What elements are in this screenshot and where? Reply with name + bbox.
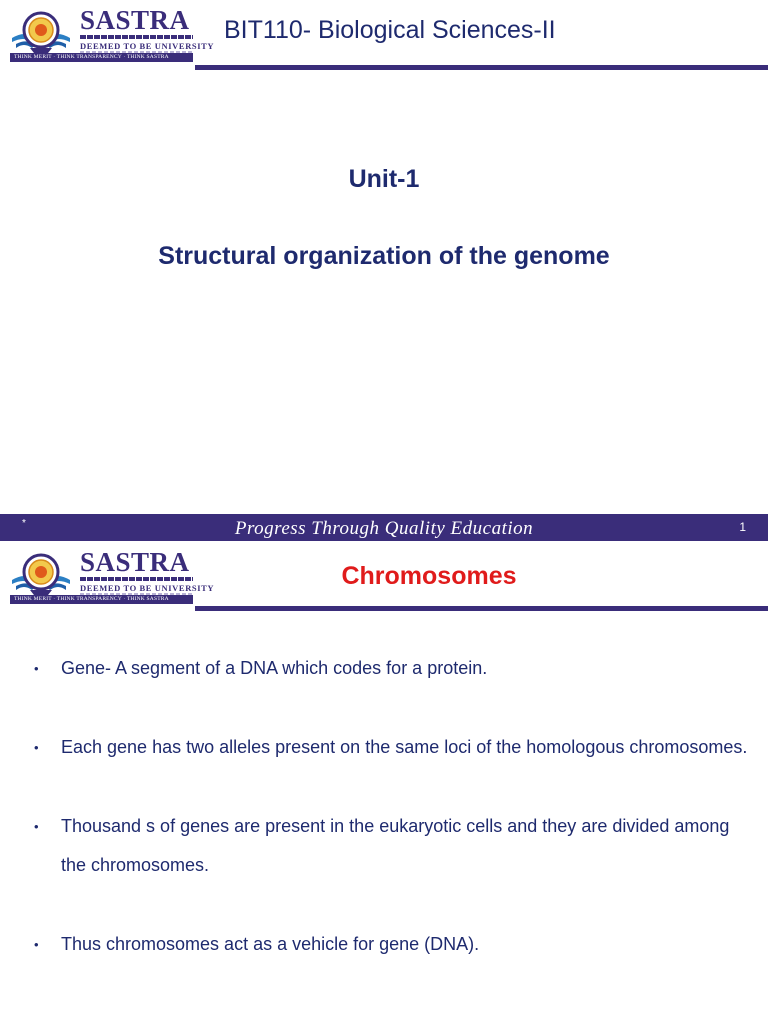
header-rule bbox=[195, 65, 768, 70]
course-title: BIT110- Biological Sciences-II bbox=[224, 16, 556, 44]
slide-2 bbox=[0, 542, 768, 1024]
logo-deemed-text: DEEMED TO BE UNIVERSITY bbox=[80, 41, 215, 51]
bullet-icon: • bbox=[34, 740, 39, 755]
logo-deemed-text: DEEMED TO BE UNIVERSITY bbox=[80, 583, 215, 593]
footer-star: * bbox=[22, 518, 26, 529]
bullet-text: Thousand s of genes are present in the eukaryotic cells and they are divided among the chromosomes. bbox=[61, 816, 730, 875]
logo-tagline: THINK MERIT · THINK TRANSPARENCY · THINK SASTRA bbox=[10, 53, 193, 62]
logo-divider bbox=[80, 35, 193, 39]
bullet-icon: • bbox=[34, 661, 39, 676]
slide-title: Chromosomes bbox=[341, 562, 517, 590]
bullet-text: Thus chromosomes act as a vehicle for gene (DNA). bbox=[61, 934, 480, 954]
sastra-emblem-icon bbox=[10, 8, 72, 54]
list-item bbox=[34, 925, 754, 964]
footer-motto: Progress Through Quality Education bbox=[234, 518, 534, 539]
header-rule bbox=[195, 606, 768, 611]
bullet-icon: • bbox=[34, 819, 39, 834]
footer-bar bbox=[0, 514, 768, 541]
logo-brand: SASTRA bbox=[80, 547, 190, 577]
unit-heading: Unit-1 bbox=[348, 165, 420, 193]
list-item bbox=[34, 649, 754, 688]
bullet-text: Each gene has two alleles present on the same loci of the homologous chromosomes. bbox=[61, 737, 748, 757]
bullet-icon: • bbox=[34, 937, 39, 952]
bullet-text: Gene- A segment of a DNA which codes for a protein. bbox=[61, 658, 488, 678]
logo-tagline: THINK MERIT · THINK TRANSPARENCY · THINK SASTRA bbox=[10, 595, 193, 604]
page-number: 1 bbox=[739, 520, 746, 534]
slide-subtitle: Structural organization of the genome bbox=[158, 242, 610, 270]
list-item bbox=[34, 807, 754, 885]
bullet-list bbox=[34, 649, 754, 964]
list-item bbox=[34, 728, 754, 767]
logo-brand: SASTRA bbox=[80, 5, 190, 35]
